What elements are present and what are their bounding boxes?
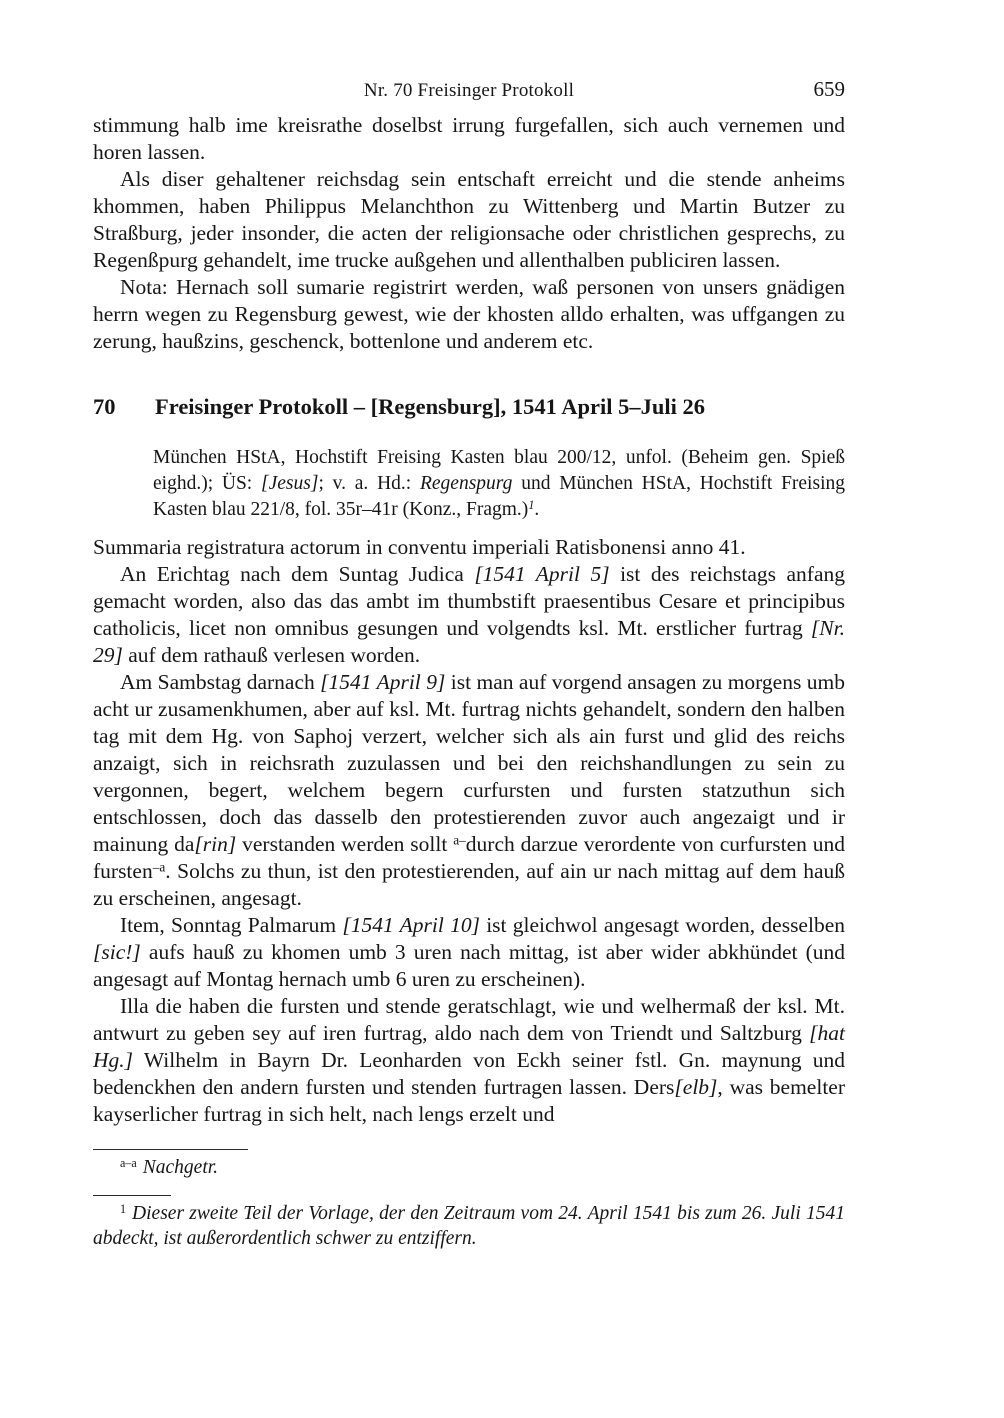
text-segment: Als diser gehaltener reichsdag sein entschaft erreicht und die stende anheims khommen, haben Philippus Melanchthon zu Wittenberg und Martin Butzer zu Straßburg, jeder insonder, die acten der religionsache oder christlichen gesprechs, zu Regenßpurg gehandelt, ime trucke außgehen und allenthalben publiciren lassen. — [93, 167, 845, 272]
text-column — [93, 112, 845, 1251]
text-segment: An Erichtag nach dem Suntag Judica — [120, 562, 475, 586]
italic-segment: [Nr. 29] — [93, 616, 845, 667]
paragraph — [93, 561, 845, 669]
paragraph — [93, 669, 845, 912]
paragraph — [93, 912, 845, 993]
paragraph — [93, 112, 845, 166]
footnote-text — [93, 1203, 845, 1249]
footnote-marker: 1 — [120, 1201, 127, 1216]
footnote-apparatus — [93, 1155, 845, 1180]
text-segment: Item, Sonntag Palmarum — [120, 913, 343, 937]
superscript-segment: a– — [453, 832, 466, 848]
entry-number: 70 — [93, 394, 116, 419]
source-note — [153, 445, 845, 523]
text-segment: ist des reichstags anfang gemacht worden, also das das ambt im thumbstift praesentibus Cesare et principibus catholicis, licet non omnibus gesungen und volgendts ksl. Mt. erstlicher furtrag — [93, 562, 845, 640]
text-segment: Regenspurg — [419, 473, 522, 494]
text-segment: stimmung halb ime kreisrathe doselbst irrung furgefallen, sich auch vernemen und horen lassen. — [93, 113, 845, 164]
paragraph — [93, 274, 845, 355]
text-segment: . Solchs zu thun, ist den protestierenden, auf ain ur nach mittag auf dem hauß zu erscheinen, angesagt. — [93, 859, 845, 910]
italic-segment: [elb] — [674, 1075, 718, 1099]
footnote-separator-rule — [93, 1149, 248, 1150]
italic-segment: Nachgetr. — [142, 1157, 219, 1178]
text-segment: Wilhelm in Bayrn Dr. Leonharden von Eckh seiner fstl. Gn. maynung und bedenckhen den andern fursten und stenden furtragen lassen. Ders — [93, 1048, 845, 1099]
text-segment: [Jesus] — [261, 473, 319, 494]
italic-segment: [sic!] — [93, 940, 141, 964]
italic-segment: [1541 April 10] — [342, 913, 480, 937]
footnote-text — [143, 1157, 218, 1178]
page-number: 659 — [813, 77, 845, 101]
superscript-segment: 1 — [528, 497, 535, 512]
entry-title: Freisinger Protokoll – [Regensburg], 1541 April 5–Juli 26 — [155, 394, 705, 419]
paragraph — [93, 993, 845, 1128]
paragraph — [93, 534, 845, 561]
text-segment: Illa die haben die fursten und stende geratschlagt, wie und welhermaß der ksl. Mt. antwurt zu geben sey auf iren furtrag, aldo nach dem von Triendt und Saltzburg — [93, 994, 845, 1045]
italic-segment: [1541 April 5] — [474, 562, 610, 586]
footnotes — [93, 1149, 845, 1251]
text-segment: Am Sambstag darnach — [120, 670, 321, 694]
text-segment: verstanden werden sollt — [236, 832, 454, 856]
text-segment: ist man auf vorgend ansagen zu morgens umb acht ur zusamenkhumen, aber auf ksl. Mt. furtrag nichts gehandelt, sondern den halben tag mit dem Hg. von Saphoj verzert, welcher sich als ain furst und glid des reichs anzaigt, sich in reichsrath zuzulassen und bei den reichshandlungen zu sein zu vergonnen, begert, welchem begern curfursten und fursten statzuthun sich entschlossen, doch das dasselb den protestierenden zuvor auch angezaigt und ir mainung da — [93, 670, 845, 856]
italic-segment: Dieser zweite Teil der Vorlage, der den Zeitraum vom 24. April 1541 bis zum 26. Juli 1541 abdeckt, ist außerordentlich schwer zu entziffern. — [93, 1203, 845, 1249]
paragraph — [93, 166, 845, 274]
italic-segment: ; — [318, 473, 333, 494]
italic-segment: München HStA, Hochstift Freising Kasten blau 200/12, unfol. (Beheim gen. Spieß eighd.); ÜS: — [153, 447, 845, 494]
italic-segment: und München HStA, Hochstift Freising Kasten blau 221/8, fol. 35r–41r (Konz., Fragm.) — [153, 473, 845, 520]
text-segment: aufs hauß zu khomen umb 3 uren nach mittag, ist aber wider abkhündet (und angesagt auf Montag hernach umb 6 uren zu erscheinen). — [93, 940, 845, 991]
footnote-marker: a–a — [120, 1155, 137, 1170]
entry-body — [93, 534, 845, 1128]
text-segment: Summaria registratura actorum in conventu imperiali Ratisbonensi anno 41. — [93, 535, 746, 559]
running-head — [93, 77, 845, 102]
italic-segment: . — [534, 499, 540, 520]
italic-segment: [1541 April 9] — [320, 670, 446, 694]
footnote-separator-rule — [93, 1195, 171, 1196]
text-segment: , was bemelter kayserlicher furtrag in sich helt, nach lengs erzelt und — [93, 1075, 845, 1126]
italic-segment: [hat Hg.] — [93, 1021, 845, 1072]
footnote-numbered — [93, 1201, 845, 1251]
italic-segment: v. a. Hd.: — [332, 473, 420, 494]
superscript-segment: –a — [152, 859, 166, 875]
text-segment: Nota: Hernach soll sumarie registrirt werden, waß personen von unsers gnädigen herrn wegen zu Regensburg gewest, wie der khosten alldo erhalten, was uffgangen zu zerung, haußzins, geschenck, bottenlone und anderem etc. — [93, 275, 845, 353]
continuation-text — [93, 112, 845, 355]
text-segment: ist gleichwol angesagt worden, desselben — [479, 913, 845, 937]
italic-segment: [rin] — [194, 832, 237, 856]
text-segment: auf dem rathauß verlesen worden. — [122, 643, 421, 667]
entry-heading — [93, 393, 845, 421]
running-head-title: Nr. 70 Freisinger Protokoll — [363, 80, 575, 101]
text-segment: durch darzue verordente von curfursten und fursten — [93, 832, 845, 883]
